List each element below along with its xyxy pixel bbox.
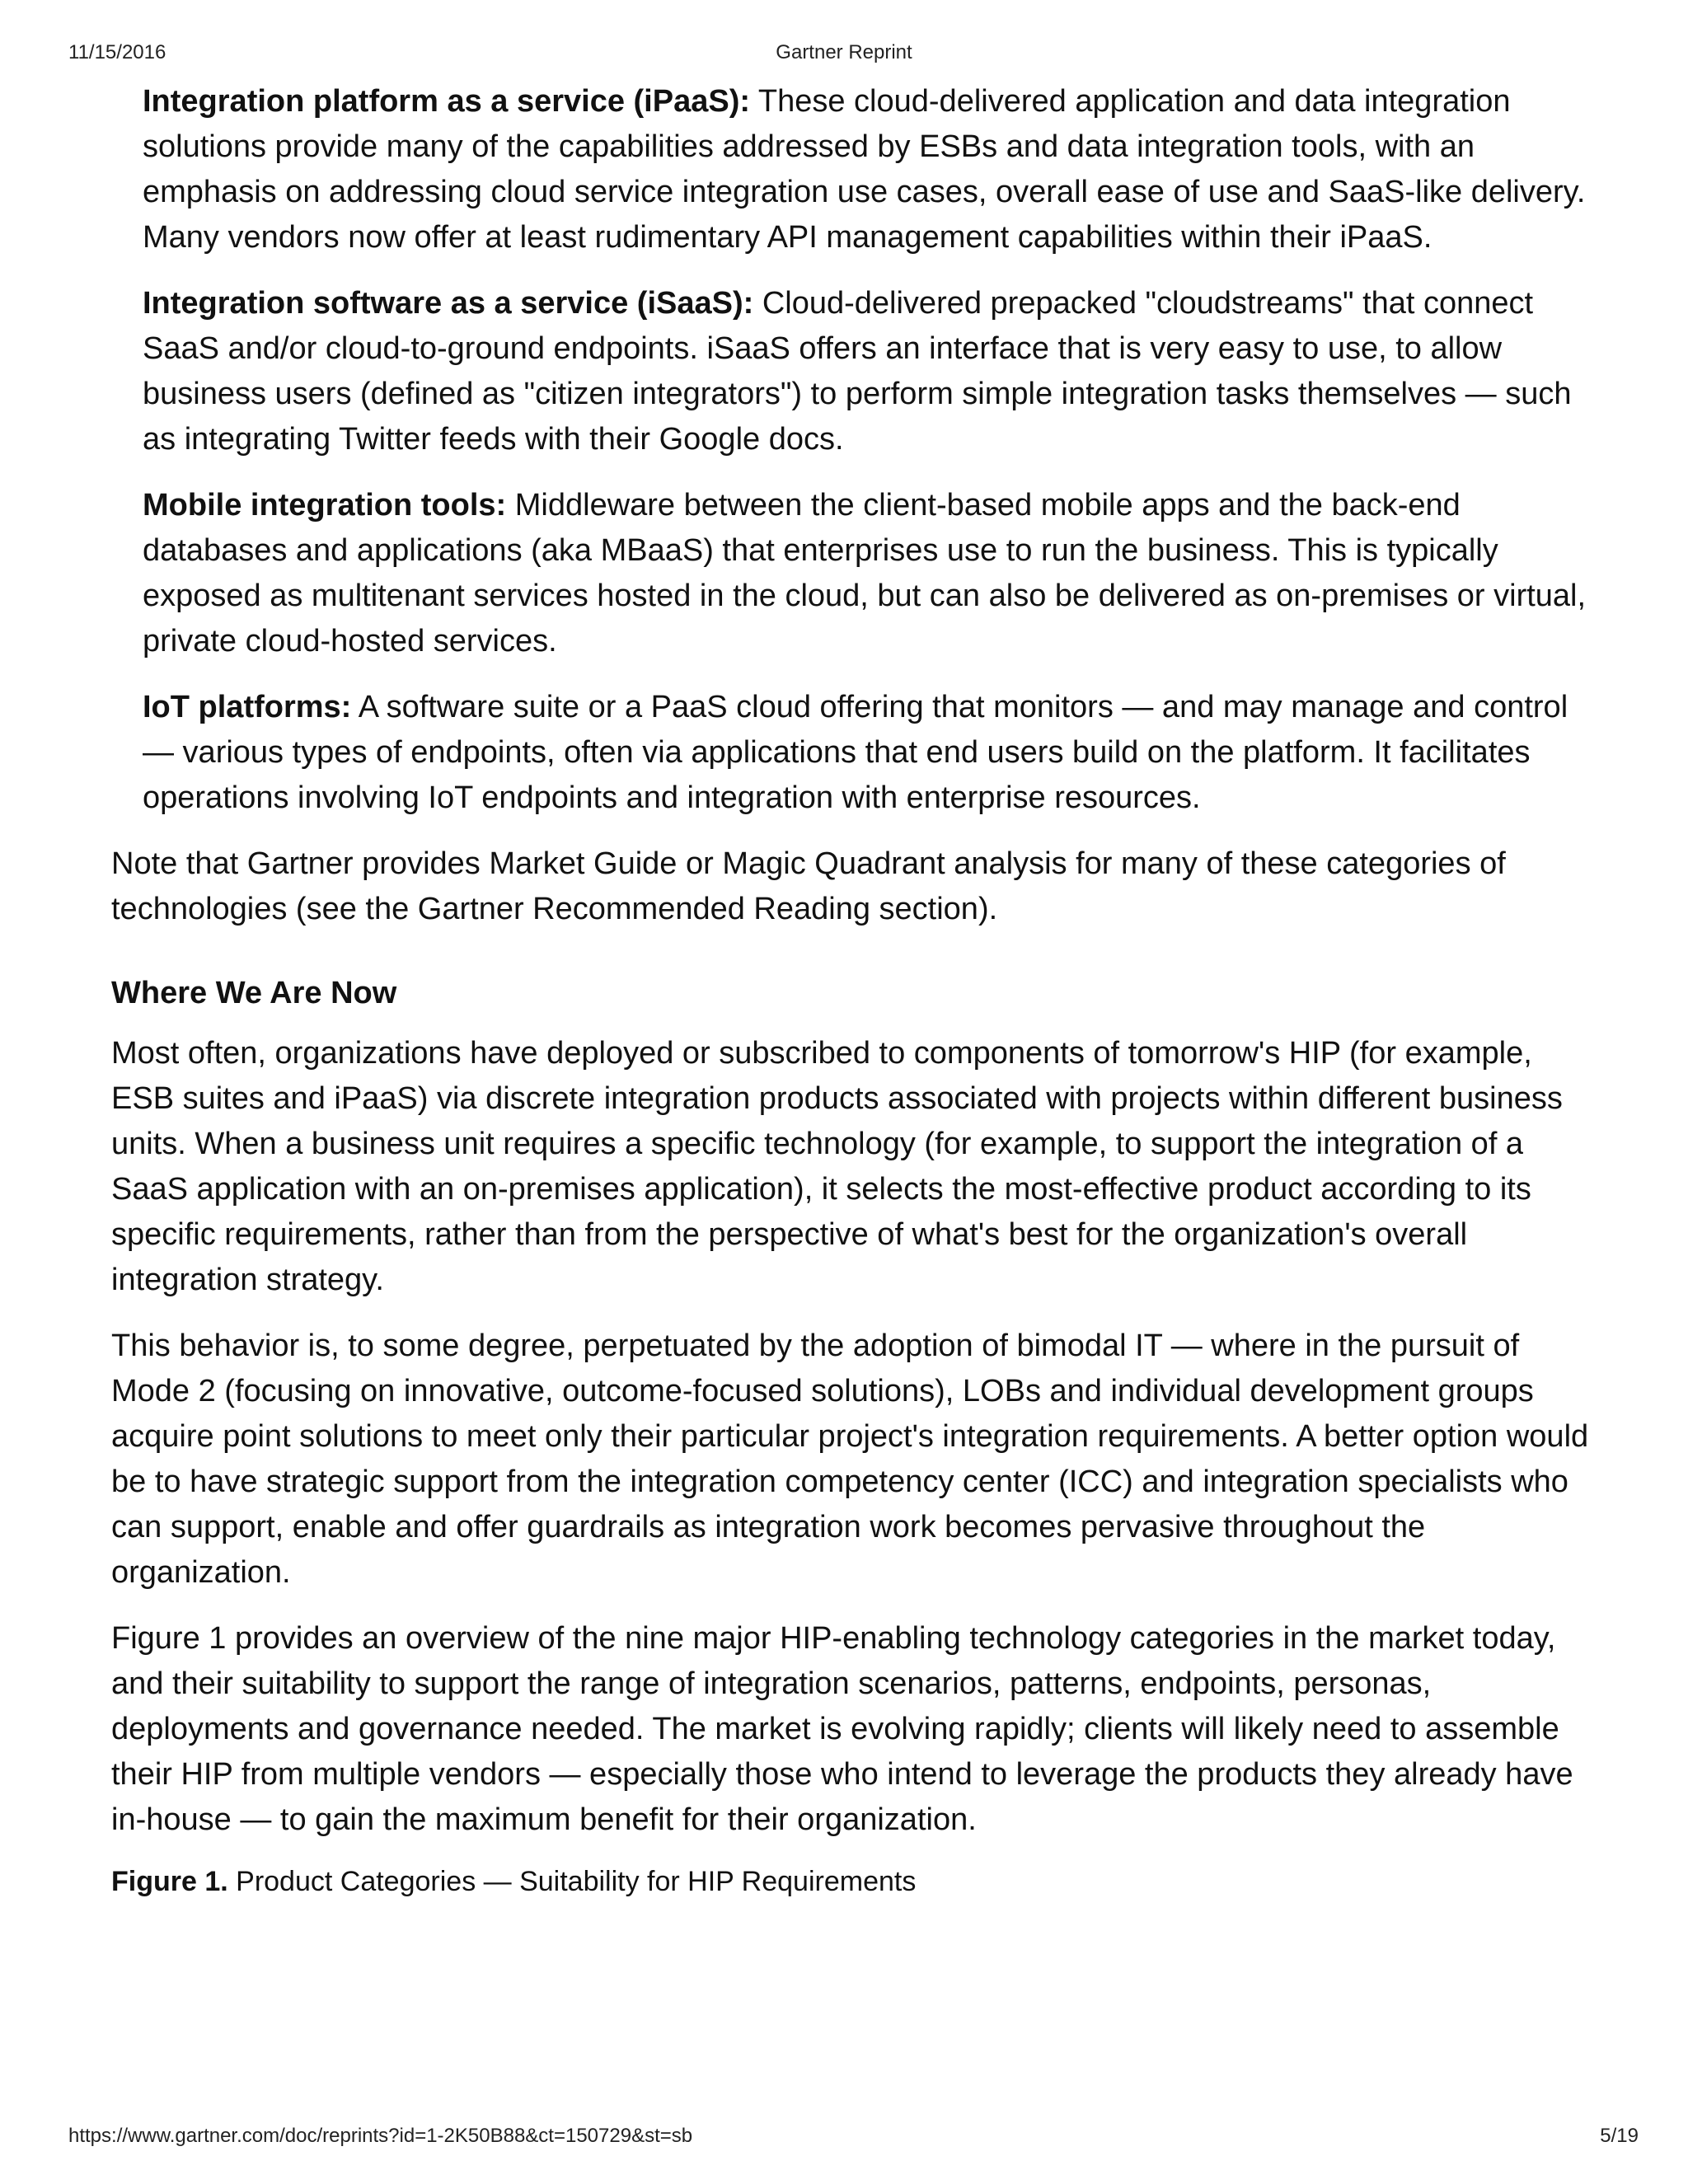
definition-text: A software suite or a PaaS cloud offering that monitors — and may manage and control — various types of endpoints, often via applications that end users build on the platform. It facilitates operations involving IoT endpoints and integration with enterprise resources. <box>143 690 1568 815</box>
definition-text: Middleware between the client-based mobile apps and the back-end databases and applications (aka MBaaS) that enterprises use to run the business. This is typically exposed as multitenant services hosted in the cloud, but can also be delivered as on-premises or virtual, private cloud-hosted services. <box>143 488 1587 658</box>
section-heading: Where We Are Now <box>111 976 397 1010</box>
print-title: Gartner Reprint <box>776 41 912 63</box>
note-paragraph: Note that Gartner provides Market Guide or Magic Quadrant analysis for many of these categories of technologies (see the Gartner Recommended Reading section). <box>111 846 1506 926</box>
definition-term: Integration platform as a service (iPaaS): <box>143 84 751 119</box>
print-date: 11/15/2016 <box>68 41 166 63</box>
figure-caption <box>111 1863 1595 1900</box>
page-number: 5/19 <box>1600 2125 1639 2147</box>
print-footer <box>0 2125 1688 2151</box>
print-header <box>0 41 1688 68</box>
definition-term: Integration software as a service (iSaaS): <box>143 286 754 321</box>
definition-mobile-integration <box>143 483 1595 664</box>
body-paragraph: This behavior is, to some degree, perpetuated by the adoption of bimodal IT — where in the pursuit of Mode 2 (focusing on innovative, outcome-focused solutions), LOBs and individual development groups acquire point solutions to meet only their particular project's integration requirements. A better option would be to have strategic support from the integration competency center (ICC) and integration specialists who can support, enable and offer guardrails as integration work becomes pervasive throughout the organization. <box>111 1329 1589 1590</box>
definition-text: Cloud-delivered prepacked "cloudstreams" that connect SaaS and/or cloud-to-ground endpoints. iSaaS offers an interface that is very easy to use, to allow business users (defined as "citizen integrators") to perform simple integration tasks themselves — such as integrating Twitter feeds with their Google docs. <box>143 286 1572 457</box>
figure-label: Figure 1. <box>111 1866 228 1897</box>
definition-isaas <box>143 281 1595 462</box>
definition-term: IoT platforms: <box>143 690 352 724</box>
definition-ipaas <box>143 79 1595 260</box>
definition-iot-platforms <box>143 685 1595 821</box>
figure-caption-text: Product Categories — Suitability for HIP Requirements <box>227 1866 917 1897</box>
body-paragraph: Figure 1 provides an overview of the nine major HIP-enabling technology categories in the market today, and their suitability to support the range of integration scenarios, patterns, endpoints, personas, deployments and governance needed. The market is evolving rapidly; clients will likely need to assemble their HIP from multiple vendors — especially those who intend to leverage the products they already have in-house — to gain the maximum benefit for their organization. <box>111 1621 1573 1837</box>
page-url: https://www.gartner.com/doc/reprints?id=1-2K50B88&ct=150729&st=sb <box>68 2125 693 2147</box>
definition-text: These cloud-delivered application and data integration solutions provide many of the capabilities addressed by ESBs and data integration tools, with an emphasis on addressing cloud service integration use cases, overall ease of use and SaaS-like delivery. Many vendors now offer at least rudimentary API management capabilities within their iPaaS. <box>143 84 1586 255</box>
article-body <box>111 79 1595 1900</box>
definition-term: Mobile integration tools: <box>143 488 507 523</box>
body-paragraph: Most often, organizations have deployed or subscribed to components of tomorrow's HIP (for example, ESB suites and iPaaS) via discrete integration products associated with projects within different business units. When a business unit requires a specific technology (for example, to support the integration of a SaaS application with an on-premises application), it selects the most-effective product according to its specific requirements, rather than from the perspective of what's best for the organization's overall integration strategy. <box>111 1036 1563 1297</box>
